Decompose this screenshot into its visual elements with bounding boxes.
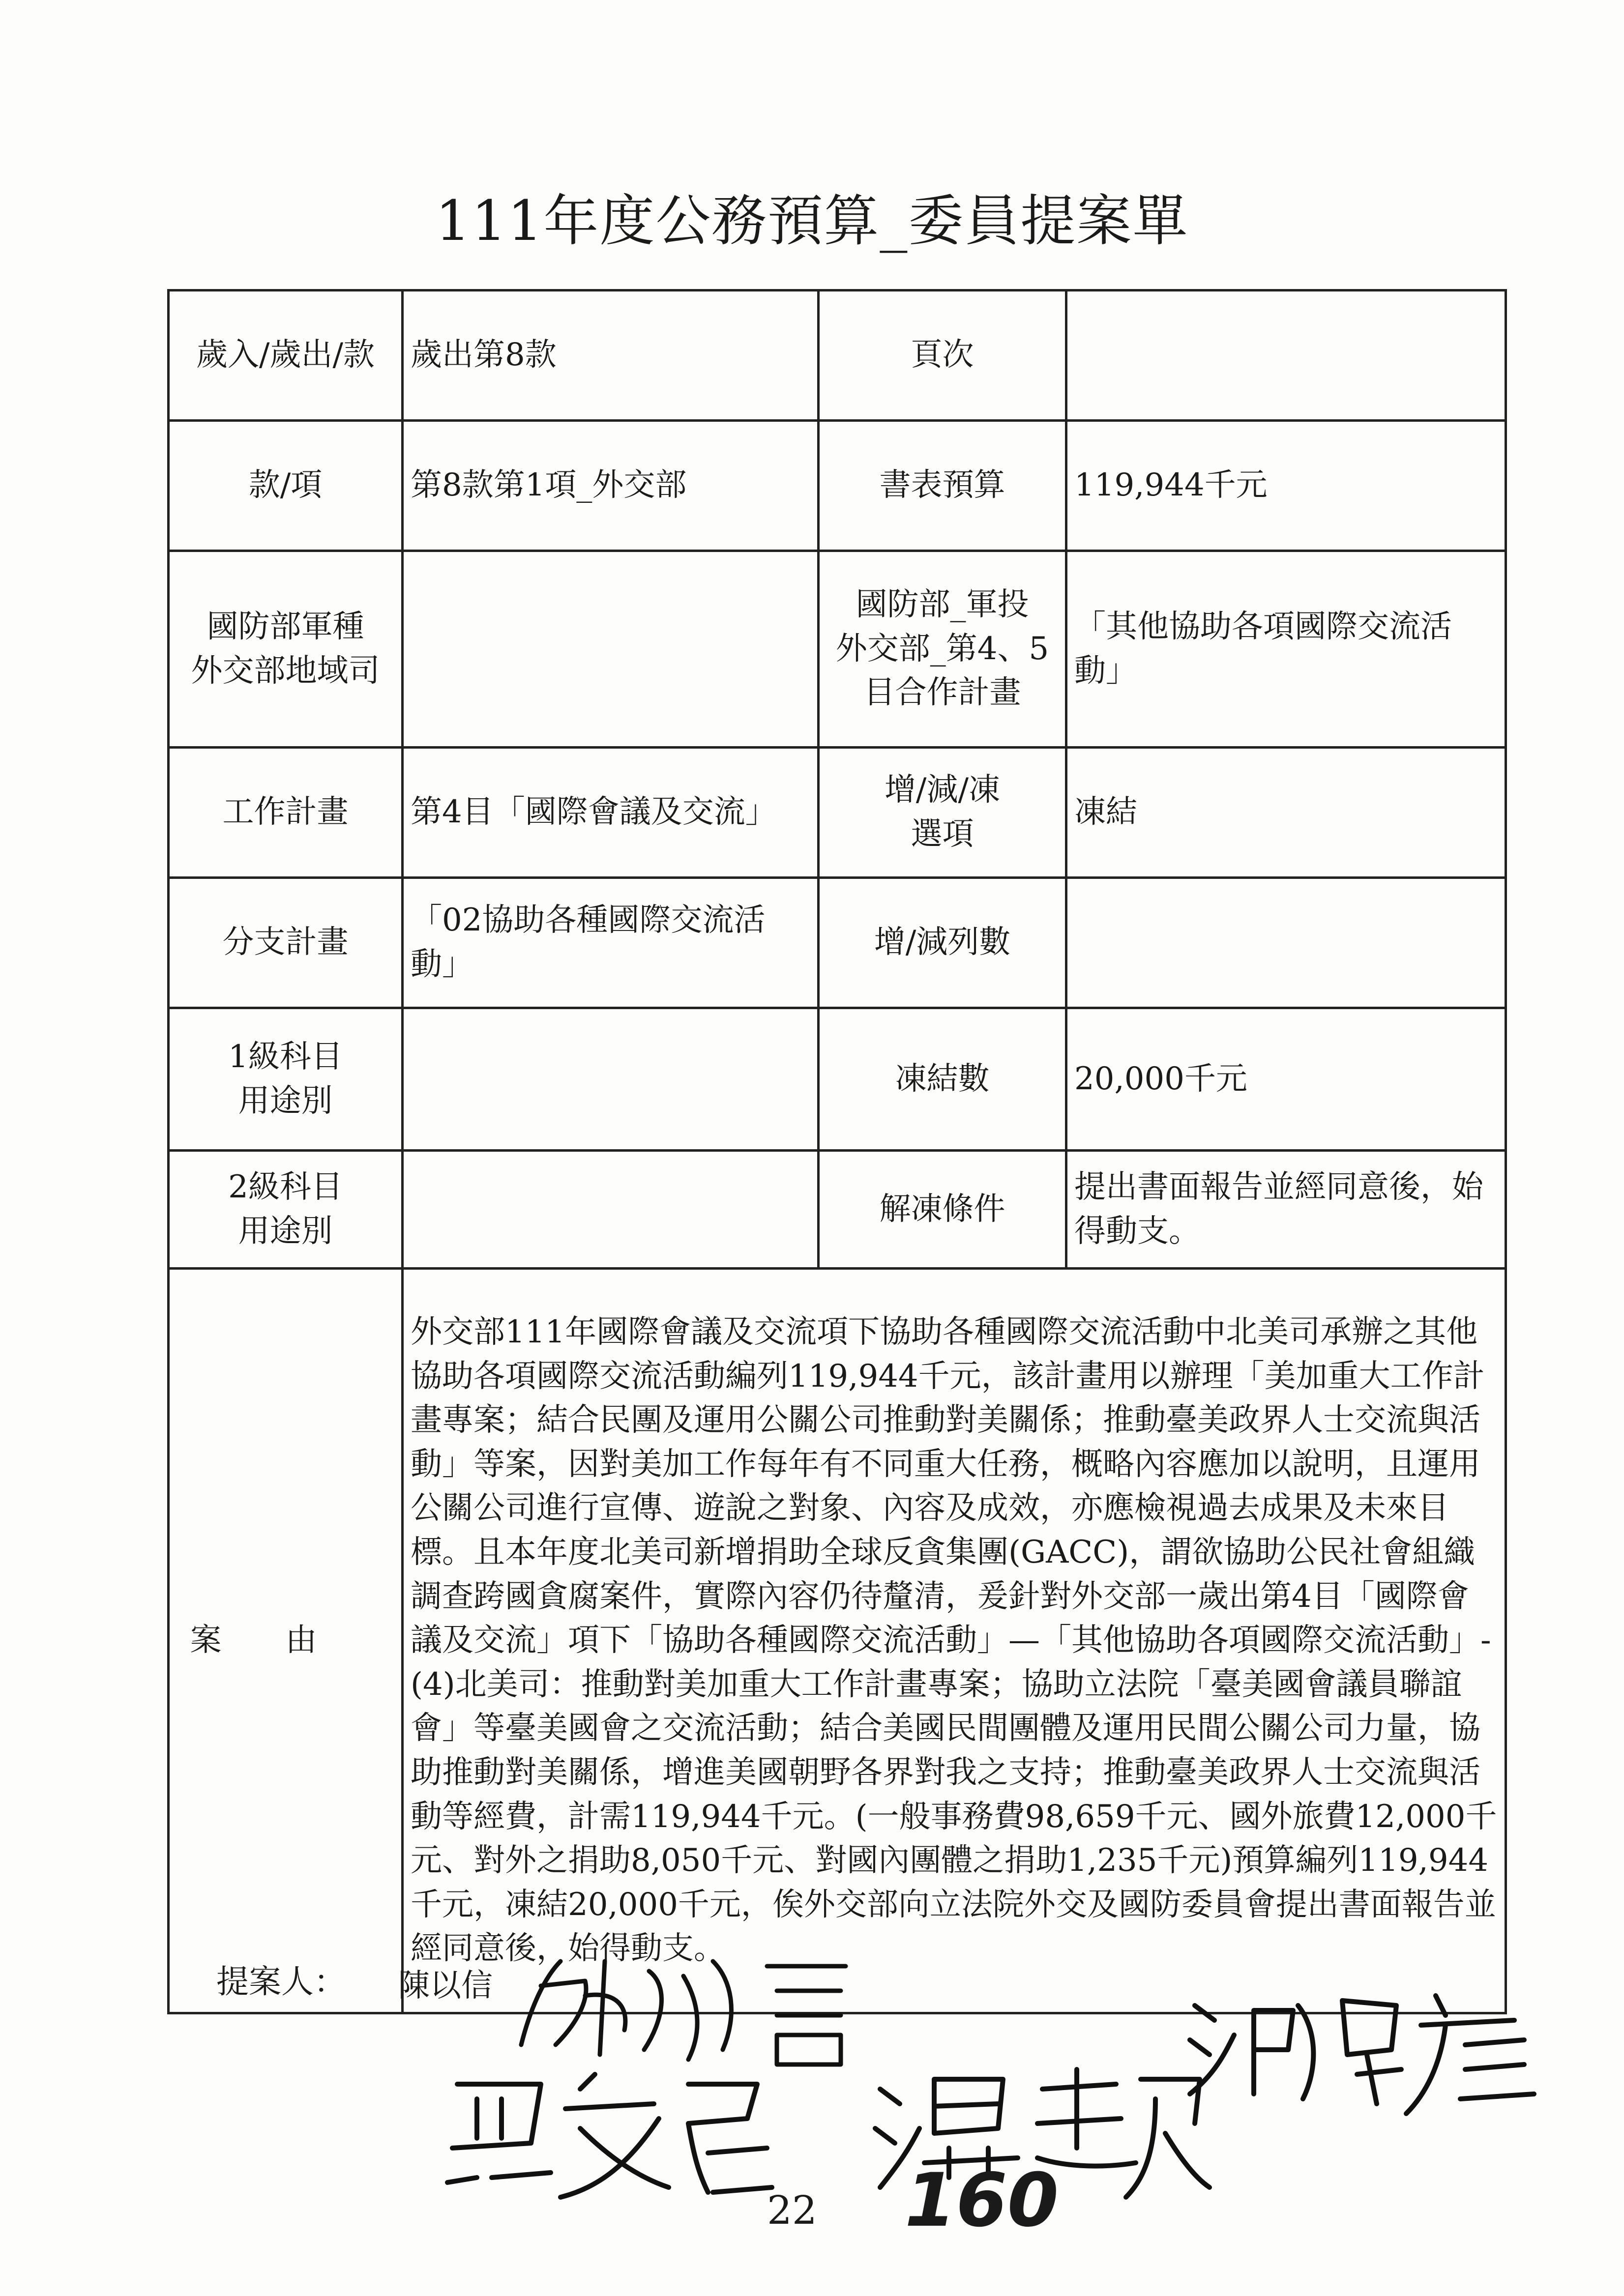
form-row-branch-plan bbox=[169, 878, 1506, 1008]
value-branch-plan: 「02協助各種國際交流活動」 bbox=[403, 878, 819, 1008]
value-freeze-amount: 20,000千元 bbox=[1066, 1008, 1506, 1151]
label-level2-line2: 用途別 bbox=[238, 1213, 333, 1250]
value-item: 第8款第1項_外交部 bbox=[403, 421, 819, 551]
reason-text: 外交部111年國際會議及交流項下協助各種國際交流活動中北美司承辦之其他協助各項國際交流活動編列119,944千元，該計畫用以辦理「美加重大工作計畫專案；結合民團及運用公關公司推動對美關係；推動臺美政界人士交流與活動」等案，因對美加工作每年有不同重大任務，概略內容應加以說明，且運用公關公司進行宣傳、遊說之對象、內容及成效，亦應檢視過去成果及未來目標。且本年度北美司新增捐助全球反貪集團(GACC)，謂欲協助公民社會組織調查跨國貪腐案件，實際內容仍待釐清，爰針對外交部一歲出第4目「國際會議及交流」項下「協助各種國際交流活動」—「其他協助各項國際交流活動」-(4)北美司：推動對美加重大工作計畫專案；協助立法院「臺美國會議員聯誼會」等臺美國會之交流活動；結合美國民間團體及運用民間公關公司力量，協助推動對美關係，增進美國朝野各界對我之支持；推動臺美政界人士交流與活動等經費，計需119,944千元。(一般事務費98,659千元、國外旅費12,000千元、對外之捐助8,050千元、對國內團體之捐助1,235千元)預算編列119,944千元，凍結20,000千元，俟外交部向立法院外交及國防委員會提出書面報告並經同意後，始得動支。 bbox=[403, 1269, 1506, 2013]
value-account: 歲出第8款 bbox=[403, 291, 819, 421]
value-cooperation-plan: 「其他協助各項國際交流活動」 bbox=[1066, 551, 1506, 748]
label-cooperation-plan-line1: 國防部_軍投 bbox=[856, 586, 1029, 623]
label-level2 bbox=[169, 1151, 403, 1269]
label-freeze-amount: 凍結數 bbox=[819, 1008, 1066, 1151]
signature-2 bbox=[433, 2055, 777, 2217]
label-cooperation-plan-line2: 外交部_第4、5 bbox=[835, 630, 1049, 667]
form-row-department bbox=[169, 551, 1506, 748]
value-work-plan: 第4目「國際會議及交流」 bbox=[403, 748, 819, 878]
value-page bbox=[1066, 291, 1506, 421]
label-cooperation-plan-line3: 目合作計畫 bbox=[863, 674, 1021, 711]
label-level1 bbox=[169, 1008, 403, 1151]
proposal-form-table bbox=[167, 289, 1507, 2014]
value-level1 bbox=[403, 1008, 819, 1151]
label-page: 頁次 bbox=[819, 291, 1066, 421]
label-branch-plan: 分支計畫 bbox=[169, 878, 403, 1008]
label-department-line2: 外交部地域司 bbox=[191, 652, 380, 689]
document-title: 111年度公務預算_委員提案單 bbox=[435, 189, 1189, 253]
label-item: 款/項 bbox=[169, 421, 403, 551]
value-change-amount bbox=[1066, 878, 1506, 1008]
label-department bbox=[169, 551, 403, 748]
label-account: 歲入/歲出/款 bbox=[169, 291, 403, 421]
label-level1-line2: 用途別 bbox=[238, 1082, 333, 1119]
value-budget: 119,944千元 bbox=[1066, 421, 1506, 551]
label-option bbox=[819, 748, 1066, 878]
label-unfreeze-condition: 解凍條件 bbox=[819, 1151, 1066, 1269]
label-option-line2: 選項 bbox=[911, 816, 974, 852]
value-unfreeze-condition: 提出書面報告並經同意後，始得動支。 bbox=[1066, 1151, 1506, 1269]
signature-4 bbox=[1170, 1976, 1564, 2123]
label-department-line1: 國防部軍種 bbox=[207, 608, 364, 645]
proposer-label: 提案人： bbox=[216, 1963, 346, 2001]
handwritten-page-mark: 160 bbox=[905, 2158, 1059, 2243]
label-reason: 案由 bbox=[169, 1269, 403, 2013]
value-level2 bbox=[403, 1151, 819, 1269]
label-budget: 書表預算 bbox=[819, 421, 1066, 551]
value-department bbox=[403, 551, 819, 748]
label-change-amount: 增/減列數 bbox=[819, 878, 1066, 1008]
form-row-account bbox=[169, 291, 1506, 421]
label-level2-line1: 2級科目 bbox=[228, 1168, 343, 1205]
page-number: 22 bbox=[767, 2187, 817, 2233]
label-work-plan: 工作計畫 bbox=[169, 748, 403, 878]
form-row-work-plan bbox=[169, 748, 1506, 878]
label-option-line1: 增/減/凍 bbox=[884, 772, 1001, 809]
form-row-level2 bbox=[169, 1151, 1506, 1269]
label-cooperation-plan bbox=[819, 551, 1066, 748]
form-row-level1 bbox=[169, 1008, 1506, 1151]
form-row-reason bbox=[169, 1269, 1506, 2013]
value-option: 凍結 bbox=[1066, 748, 1506, 878]
label-level1-line1: 1級科目 bbox=[228, 1038, 343, 1075]
proposer-name: 陳以信 bbox=[398, 1968, 493, 2004]
form-row-item bbox=[169, 421, 1506, 551]
